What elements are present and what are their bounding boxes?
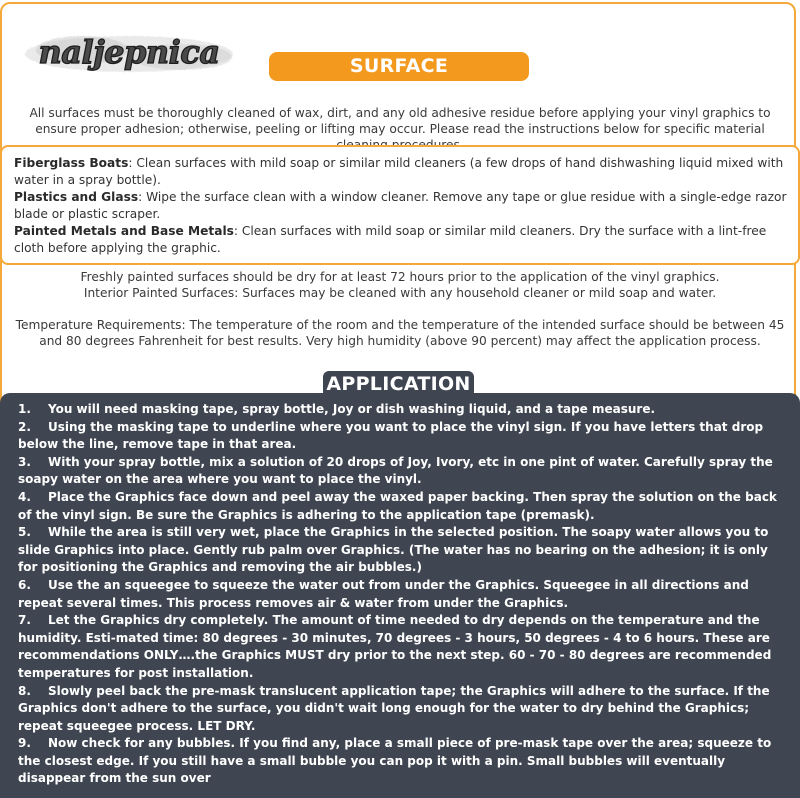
step-item — [18, 683, 788, 736]
step-item — [18, 401, 788, 419]
step-text: You will need masking tape, spray bottle, Joy or dish washing liquid, and a tape measure. — [48, 402, 656, 416]
step-text: Now check for any bubbles. If you find any, place a small piece of pre-mask tape over the area; squeeze to the closest edge. If you still have a small bubble you can pop it with a pin. Small bubbles will eventually disappear from the sun over — [18, 736, 772, 786]
material-text: : Clean surfaces with mild soap or similar mild cleaners (a few drops of hand dishwashing liquid mixed with water in a spray bottle). — [14, 156, 784, 187]
step-number: 1. — [18, 402, 31, 416]
step-item — [18, 454, 788, 489]
step-item — [18, 577, 788, 612]
naljepnica-logo — [22, 30, 236, 76]
step-item — [18, 524, 788, 577]
step-number: 3. — [18, 454, 31, 469]
material-item — [14, 223, 788, 257]
intro-text: All surfaces must be thoroughly cleaned of wax, dirt, and any old adhesive residue before applying your vinyl graphics to ensure proper adhesion; otherwise, peeling or lifting may occur. Please read the instructions below for specific material — [29, 106, 771, 136]
step-number: 6. — [18, 577, 31, 592]
logo-text: naljepnica — [38, 33, 220, 71]
step-number: 8. — [18, 683, 31, 698]
step-item — [18, 489, 788, 524]
application-steps — [18, 401, 788, 788]
step-text: Let the Graphics dry completely. The amount of time needed to dry depends on the temperature and the humidity. Esti-mated time: 80 degrees - 30 minutes, 70 degrees - 3 hours, 50 degrees - 4 to 6 hours. These are recommendations ONLY….the Graphics MUST dry prior to the next step. 60 - 70 - 80 degrees are recommended temperatures for post installation. — [18, 613, 772, 680]
material-item — [14, 155, 788, 189]
step-item — [18, 612, 788, 682]
step-text: Use the an squeegee to squeeze the water out from under the Graphics. Squeegee in all directions and repeat several times. This process removes air & water from under the Graphics. — [18, 577, 749, 610]
step-number: 5. — [18, 525, 31, 540]
material-text: : Clean surfaces with mild soap or similar mild cleaners. Dry the surface with a lint-free cloth before applying the graphic. — [14, 224, 767, 255]
step-text: Slowly peel back the pre-mask translucent application tape; the Graphics will adhere to the surface. If the Graphics don't adhere to the surface, you didn't wait long enough for the water to dry behind the Graphics; repeat squeegee process. LET DRY. — [18, 683, 770, 733]
step-number: 2. — [18, 419, 31, 434]
interior-note: Interior Painted Surfaces: Surfaces may be cleaned with any household cleaner or mild soap and water. — [83, 286, 717, 300]
material-item — [14, 189, 788, 223]
fresh-paint-note: Freshly painted surfaces should be dry for at least 72 hours prior to the application of the vinyl graphics. — [80, 270, 720, 284]
page-title: SURFACE PREPARATIONS — [269, 52, 529, 81]
temperature-note: Temperature Requirements: The temperature of the room and the temperature of the intended surface should be between 45 and 80 degrees Fahrenheit for best results. Very high humidity (above 90 percent) may affect the application process. — [15, 318, 785, 348]
material-label: Plastics and Glass — [14, 190, 139, 204]
material-label: Fiberglass Boats — [14, 156, 129, 170]
step-item — [18, 419, 788, 454]
step-number: 7. — [18, 613, 31, 628]
step-item — [18, 735, 788, 788]
step-text: Place the Graphics face down and peel away the waxed paper backing. Then spray the solution on the back of the vinyl sign. Be sure the Graphics is adhering to the application tape (premask). — [18, 489, 777, 522]
material-text: : Wipe the surface clean with a window cleaner. Remove any tape or glue residue with a single-edge razor blade or plastic scraper. — [14, 190, 787, 221]
step-text: While the area is still very wet, place the Graphics in the selected position. The soapy water allows you to slide Graphics into place. Gently rub palm over Graphics. (The water has no bearing on the adhesion; it is only for positioning the Graphics and removing the air bubbles.) — [18, 525, 769, 575]
notes-section — [8, 269, 792, 349]
application-title: APPLICATION — [323, 371, 474, 398]
step-text: Using the masking tape to underline where you want to place the vinyl sign. If you have letters that drop below the line, remove tape in that area. — [18, 419, 764, 452]
material-label: Painted Metals and Base Metals — [14, 224, 234, 238]
materials-box — [0, 145, 800, 265]
step-number: 4. — [18, 489, 31, 504]
step-text: With your spray bottle, mix a solution of 20 drops of Joy, Ivory, etc in one pint of water. Carefully spray the soapy water on the area where you want to place the vinyl. — [18, 454, 773, 487]
step-number: 9. — [18, 736, 31, 751]
